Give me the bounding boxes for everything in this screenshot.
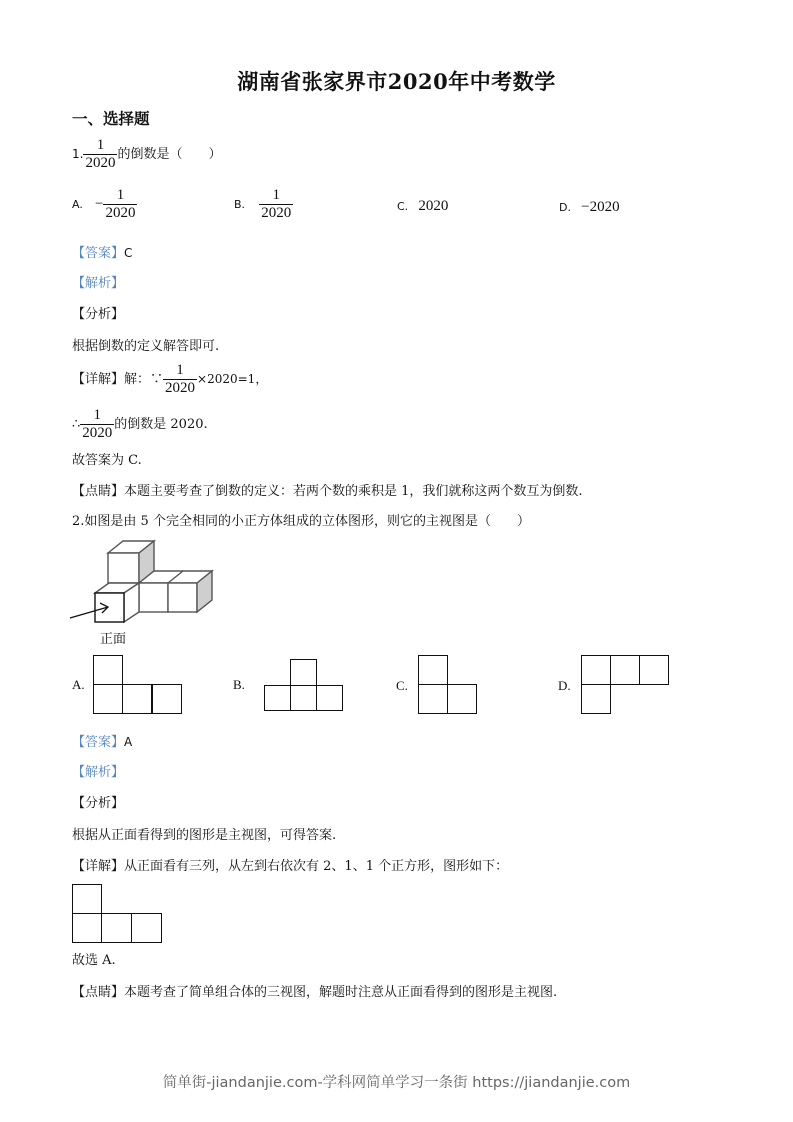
cube-stack-figure — [66, 538, 226, 650]
document-title: 湖南省张家界市2020年中考数学 — [237, 69, 556, 94]
q2-fenxi-text: 根据从正面看得到的图形是主视图，可得答案. — [72, 828, 337, 843]
q2-conclusion: 故选 A. — [72, 953, 116, 968]
q1-comment: 【点睛】本题主要考查了倒数的定义：若两个数的乘积是 1，我们就称这两个数互为倒数. — [72, 484, 583, 499]
footer-watermark: 简单街-jiandanjie.com-学科网简单学习一条街 https://jiandanjie.com — [162, 1075, 631, 1091]
section-heading: 一、选择题 — [72, 109, 150, 128]
q2-comment: 【点睛】本题考查了简单组合体的三视图，解题时注意从正面看得到的图形是主视图. — [72, 985, 558, 1000]
front-label: 正面 — [100, 632, 127, 647]
q1-option-a[interactable]: A. − $\frac{1}{2020}$ — [72, 187, 136, 221]
q2-fenxi-tag: 【分析】 — [72, 796, 125, 811]
q1-option-d[interactable]: D. −2020 — [559, 199, 620, 215]
q2-option-a[interactable]: A. — [72, 654, 192, 716]
q1-answer: 【答案】C — [72, 246, 133, 261]
q2-detail: 【详解】从正面看有三列，从左到右依次有 2、1、1 个正方形，图形如下： — [72, 859, 509, 874]
answer-tag: 【答案】 — [72, 246, 125, 261]
q1-therefore: ∴ $\frac{1}{2020}$ 的倒数是 2020. — [72, 407, 208, 441]
q1-analysis-tag: 【解析】 — [72, 276, 125, 291]
q1-conclusion: 故答案为 C. — [72, 453, 142, 468]
q1-fenxi-text: 根据倒数的定义解答即可. — [72, 339, 220, 354]
q2-answer: 【答案】A — [72, 735, 133, 750]
q1-detail: 【详解】解：∵ $\frac{1}{2020}$ ×2020=1， — [72, 362, 268, 396]
fraction: $\frac{1}{2020}$ — [261, 187, 292, 221]
answer-tag: 【答案】 — [72, 735, 125, 750]
q2-option-b[interactable]: B. — [233, 658, 353, 714]
q2-option-c[interactable]: C. — [396, 654, 486, 716]
fraction: $\frac{1}{2020}$ — [85, 137, 116, 171]
q2-option-d[interactable]: D. — [558, 654, 678, 716]
fraction: $\frac{1}{2020}$ — [105, 187, 136, 221]
front-view-figure — [72, 884, 164, 944]
q1-option-c[interactable]: C. 2020 — [397, 198, 449, 214]
q1-option-b[interactable]: B. $\frac{1}{2020}$ — [234, 187, 292, 221]
q2-stem: 2.如图是由 5 个完全相同的小正方体组成的立体图形，则它的主视图是（ ） — [72, 514, 530, 529]
q1-fenxi-tag: 【分析】 — [72, 307, 125, 322]
q2-analysis-tag: 【解析】 — [72, 765, 125, 780]
fraction: $\frac{1}{2020}$ — [82, 407, 113, 441]
q1-stem: 1. $\frac{1}{2020}$ 的倒数是（ ） — [72, 137, 222, 171]
fraction: $\frac{1}{2020}$ — [165, 362, 196, 396]
